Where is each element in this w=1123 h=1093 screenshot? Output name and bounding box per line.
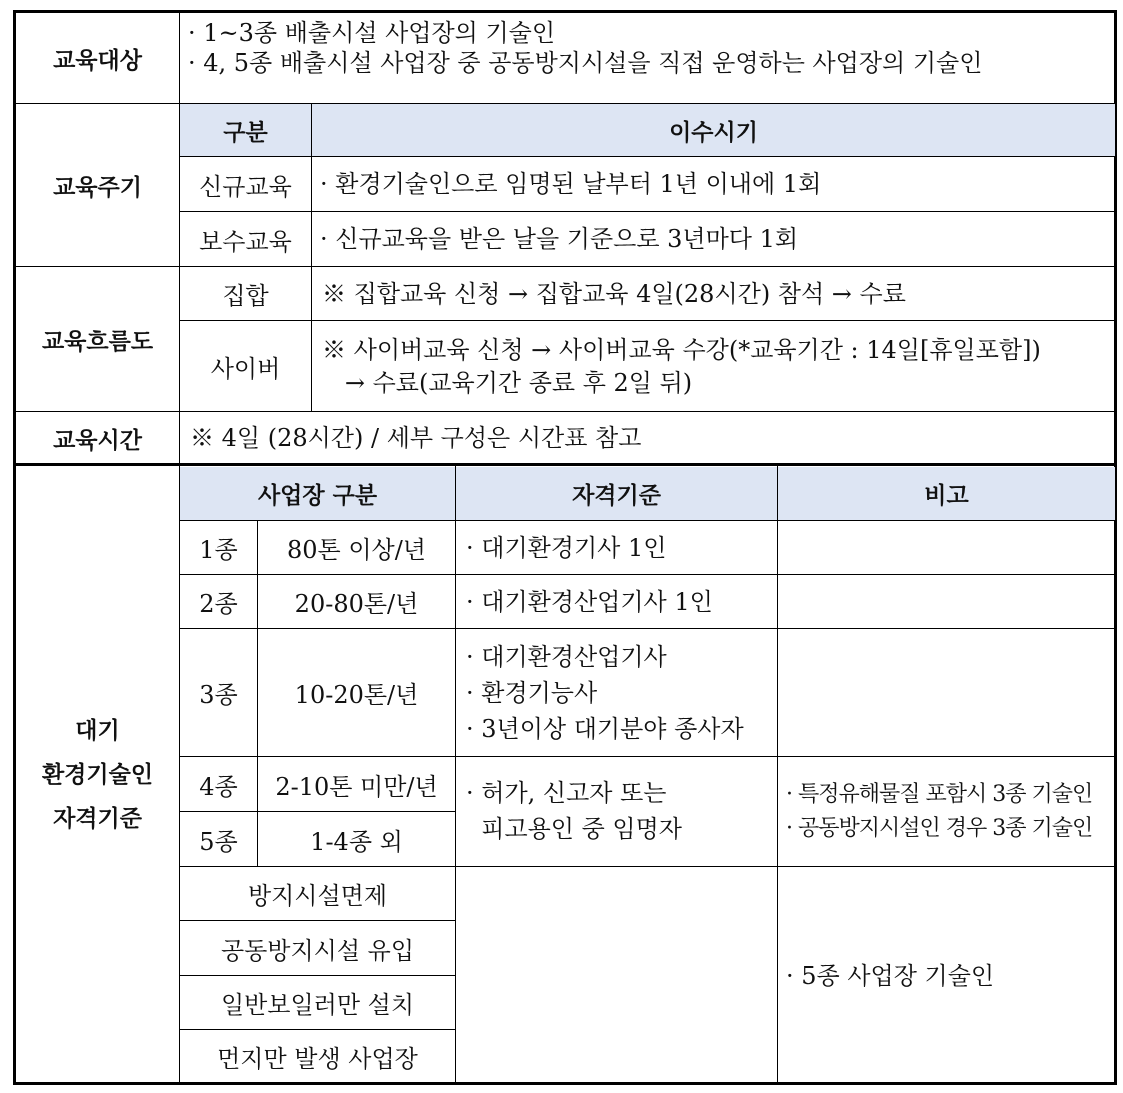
divider [180,628,1115,629]
flow-desc-group: ※ 집합교육 신청 → 집합교육 4일(28시간) 참석 → 수료 [322,279,906,308]
qual-header-note: 비고 [778,467,1115,520]
class-3: 3종 [199,681,238,709]
class-5: 5종 [199,827,238,856]
divider [180,920,456,921]
divider [180,320,1115,321]
criteria-1: · 대기환경기사 1인 [466,533,667,562]
divider [777,466,778,1082]
extra-note: · 5종 사업장 기술인 [786,962,995,990]
flow-type-cyber: 사이버 [210,354,281,383]
amount-3: 10-20톤/년 [294,681,419,709]
divider [180,811,456,812]
divider [257,521,258,866]
extra-row-4: 먼지만 발생 사업장 [217,1044,418,1073]
time-desc: ※ 4일 (28시간) / 세부 구성은 시간표 참고 [190,424,642,452]
divider [180,574,1115,575]
amount-1: 80톤 이상/년 [287,536,426,564]
divider [16,266,1115,267]
cycle-type-new: 신규교육 [199,172,292,201]
note-4-5 [786,778,1114,858]
criteria-3-line-2: · 환경기능사 [466,679,598,707]
qual-header-criteria: 자격기준 [456,467,777,520]
cycle-desc-refresh: · 신규교육을 받은 날을 기준으로 3년마다 1회 [320,225,799,253]
cycle-desc-new: · 환경기술인으로 임명된 날부터 1년 이내에 1회 [320,170,822,198]
criteria-2: · 대기환경산업기사 1인 [466,587,713,616]
divider [180,156,1115,157]
divider [180,1029,456,1030]
class-4: 4종 [199,772,238,801]
divider [16,103,1115,104]
divider [16,411,1115,412]
qual-header-site: 사업장 구분 [180,467,455,520]
qualification-label [16,467,179,1082]
note-4-5-line-1: · 특정유해물질 포함시 3종 기술인 [786,782,1093,807]
criteria-3 [466,639,776,749]
cycle-type-refresh: 보수교육 [199,227,292,256]
time-label: 교육시간 [53,427,142,454]
divider [180,756,1115,757]
criteria-3-line-3: · 3년이상 대기분야 종사자 [466,715,744,743]
flow-desc-cyber [322,334,1114,404]
divider [180,866,1115,867]
cycle-header-type: 구분 [180,104,311,156]
qualification-label-line-2: 환경기술인 [41,761,154,788]
divider [180,520,1115,521]
class-2: 2종 [199,590,238,618]
flow-type-group: 집합 [222,282,269,310]
divider [179,13,180,1082]
extra-row-1: 방지시설면제 [247,882,388,910]
amount-2: 20-80톤/년 [294,590,419,618]
divider [16,463,1115,466]
amount-4: 2-10톤 미만/년 [275,772,438,801]
flow-cyber-line-2: → 수료(교육기간 종료 후 2일 뒤) [322,369,693,397]
qualification-label-line-3: 자격기준 [53,805,142,832]
qualification-label-line-1: 대기 [75,717,120,744]
target-content [180,18,1115,98]
criteria-4-5-line-1: · 허가, 신고자 또는 [466,779,667,807]
extra-row-3: 일반보일러만 설치 [220,991,415,1019]
flow-label: 교육흐름도 [41,328,154,355]
amount-5: 1-4종 외 [310,827,403,856]
target-line-1: · 1~3종 배출시설 사업장의 기술인 [188,19,556,47]
target-label: 교육대상 [53,47,142,74]
divider [311,104,312,411]
criteria-3-line-1: · 대기환경산업기사 [466,643,667,671]
criteria-4-5-line-2: 피고용인 중 임명자 [466,815,682,843]
cycle-header-period: 이수시기 [312,104,1115,156]
flow-cyber-line-1: ※ 사이버교육 신청 → 사이버교육 수강(*교육기간 : 14일[휴일포함]) [322,336,1041,364]
extra-row-2: 공동방지시설 유입 [220,936,415,965]
criteria-4-5 [466,775,776,855]
note-4-5-line-2: · 공동방지시설인 경우 3종 기술인 [786,816,1093,841]
divider [455,466,456,1082]
class-1: 1종 [199,536,238,564]
divider [180,211,1115,212]
divider [180,975,456,976]
cycle-label: 교육주기 [53,174,142,201]
target-line-2: · 4, 5종 배출시설 사업장 중 공동방지시설을 직접 운영하는 사업장의 기술인 [188,49,983,77]
